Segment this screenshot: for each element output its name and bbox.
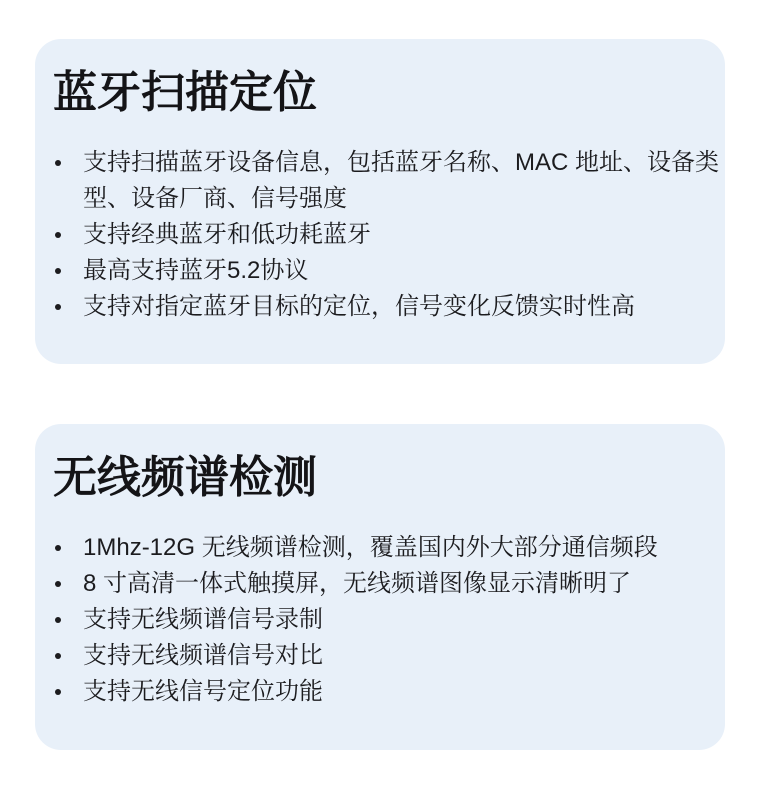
bullet-dot-icon	[53, 566, 83, 602]
list-item	[53, 217, 725, 253]
feature-text: 支持扫描蓝牙设备信息，包括蓝牙名称、MAC 地址、设备类型、设备厂商、信号强度	[83, 149, 719, 212]
list-item	[53, 289, 725, 325]
bullet-dot-icon	[53, 289, 83, 325]
card-title-bluetooth-scan: 蓝牙扫描定位	[53, 68, 317, 117]
list-item	[53, 530, 725, 566]
feature-card-wireless-spectrum	[35, 424, 725, 750]
feature-text: 8 寸高清一体式触摸屏，无线频谱图像显示清晰明了	[83, 570, 632, 597]
feature-list-spectrum	[53, 530, 725, 710]
list-item	[53, 145, 725, 217]
feature-text: 支持经典蓝牙和低功耗蓝牙	[83, 221, 371, 248]
list-item	[53, 566, 725, 602]
feature-text: 支持无线频谱信号对比	[83, 642, 323, 669]
list-item	[53, 602, 725, 638]
feature-text: 支持无线频谱信号录制	[83, 606, 323, 633]
bullet-dot-icon	[53, 145, 83, 181]
bullet-dot-icon	[53, 217, 83, 253]
feature-text: 1Mhz-12G 无线频谱检测，覆盖国内外大部分通信频段	[83, 534, 658, 561]
bullet-dot-icon	[53, 253, 83, 289]
bullet-dot-icon	[53, 674, 83, 710]
list-item	[53, 253, 725, 289]
feature-list-bluetooth	[53, 145, 725, 325]
list-item	[53, 638, 725, 674]
card-title-wireless-spectrum: 无线频谱检测	[53, 453, 317, 502]
feature-card-bluetooth-scan	[35, 39, 725, 364]
feature-text: 支持对指定蓝牙目标的定位，信号变化反馈实时性高	[83, 293, 635, 320]
feature-text: 最高支持蓝牙5.2协议	[83, 257, 309, 284]
feature-text: 支持无线信号定位功能	[83, 678, 323, 705]
bullet-dot-icon	[53, 638, 83, 674]
bullet-dot-icon	[53, 530, 83, 566]
bullet-dot-icon	[53, 602, 83, 638]
list-item	[53, 674, 725, 710]
